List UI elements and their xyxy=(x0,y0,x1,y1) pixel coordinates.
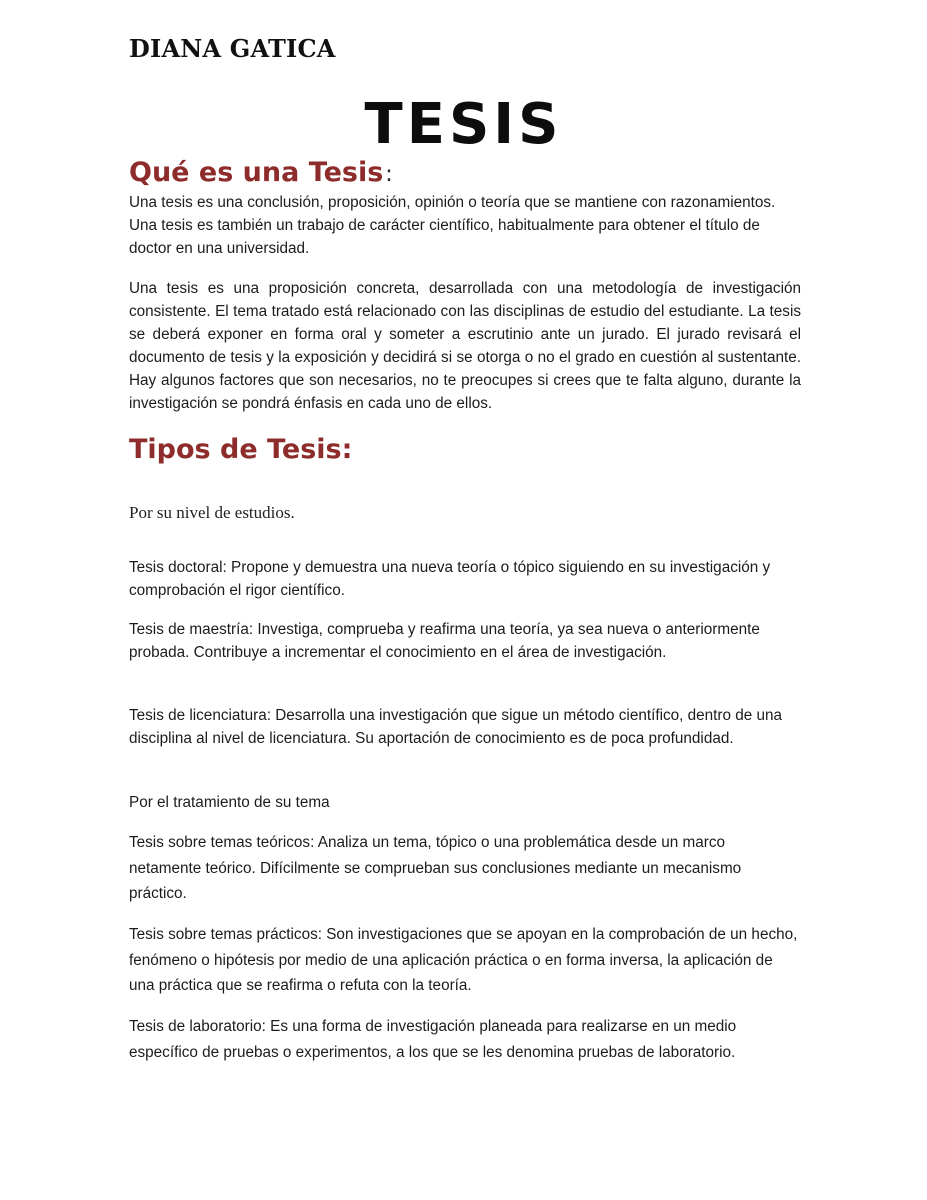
subheading-tratamiento-tema: Por el tratamiento de su tema xyxy=(129,794,330,811)
paragraph-tesis-laboratorio: Tesis de laboratorio: Es una forma de investigación planeada para realizarse en un medio específico de pruebas o experimentos, a los que se les denomina pruebas de laboratorio. xyxy=(129,1018,737,1061)
paragraph-tesis-licenciatura: Tesis de licenciatura: Desarrolla una investigación que sigue un método científico, dentro de una disciplina al nivel de licenciatura. Su aportación de conocimiento es de poca profundidad. xyxy=(129,707,783,747)
section-heading-que-es xyxy=(129,157,393,188)
paragraph-tesis-maestria: Tesis de maestría: Investiga, comprueba y reafirma una teoría, ya sea nueva o anteriormente probada. Contribuye a incrementar el conocimiento en el área de investigación. xyxy=(129,621,760,661)
paragraph-tesis-doctoral: Tesis doctoral: Propone y demuestra una nueva teoría o tópico siguiendo en su investigación y comprobación el rigor científico. xyxy=(129,559,771,599)
paragraph-definition: Una tesis es una conclusión, proposición, opinión o teoría que se mantiene con razonamientos. Una tesis es también un trabajo de carácter científico, habitualmente para obtener el título de doctor en una universidad. xyxy=(129,194,776,257)
document-title: TESIS xyxy=(364,92,563,157)
paragraph-temas-teoricos: Tesis sobre temas teóricos: Analiza un tema, tópico o una problemática desde un marco netamente teórico. Difícilmente se comprueban sus conclusiones mediante un mecanismo práctico. xyxy=(129,834,742,902)
heading-colon: : xyxy=(385,162,393,187)
section-heading-tipos: Tipos de Tesis: xyxy=(129,434,353,465)
author-name: DIANA GATICA xyxy=(129,34,336,63)
paragraph-proposition: Una tesis es una proposición concreta, desarrollada con una metodología de investigación consistente. El tema tratado está relacionado con las disciplinas de estudio del estudiante. La tesis se deberá exponer en forma oral y someter a escrutinio ante un jurado. El jurado revisará el documento de tesis y la exposición y decidirá si se otorga o no el grado en cuestión al sustentante. Hay algunos factores que son necesarios, no te preocupes si crees que te falta alguno, durante la investigación se pondrá énfasis en cada uno de ellos. xyxy=(129,280,801,412)
subheading-nivel-estudios: Por su nivel de estudios. xyxy=(129,503,295,522)
paragraph-temas-practicos: Tesis sobre temas prácticos: Son investigaciones que se apoyan en la comprobación de un hecho, fenómeno o hipótesis por medio de una aplicación práctica o en forma inversa, la aplicación de una práctica que se reafirma o refuta con la teoría. xyxy=(129,926,798,994)
section-heading-text: Qué es una Tesis xyxy=(129,157,384,188)
